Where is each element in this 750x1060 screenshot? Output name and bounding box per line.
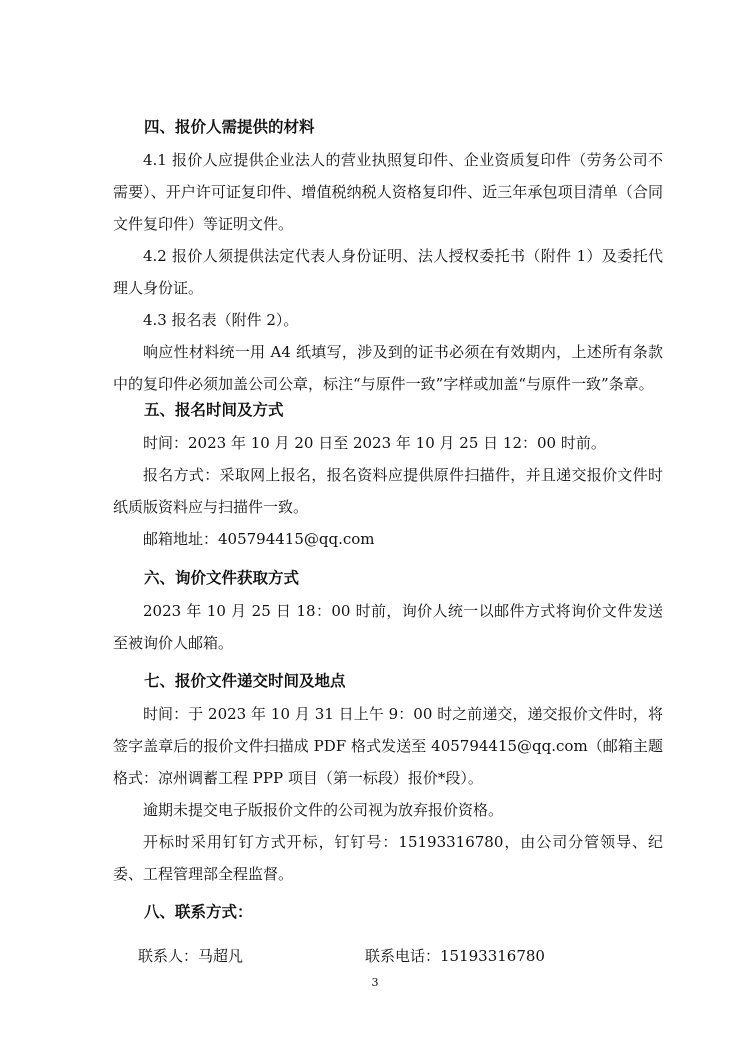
paragraph-4-3: 4.3 报名表（附件 2）。 <box>143 311 299 329</box>
paragraph-4-2: 4.2 报价人须提供法定代表人身份证明、法人授权委托书（附件 1）及委托代理人身份证。 <box>113 247 663 297</box>
paragraph-7-opening: 开标时采用钉钉方式开标，钉钉号：15193316780，由公司分管领导、纪委、工程管理部全程监督。 <box>113 833 663 883</box>
section-heading-6: 六、询价文件获取方式 <box>144 568 300 587</box>
paragraph-5-time: 时间：2023 年 10 月 20 日至 2023 年 10 月 25 日 12：00 时前。 <box>143 434 606 452</box>
paragraph-5-email: 邮箱地址：405794415@qq.com <box>143 530 375 548</box>
section-heading-4: 四、报价人需提供的材料 <box>144 117 315 136</box>
contact-phone: 联系电话：15193316780 <box>365 947 545 965</box>
contact-person: 联系人：马超凡 <box>138 947 244 965</box>
page-number: 3 <box>371 976 379 989</box>
paragraph-4-1: 4.1 报价人应提供企业法人的营业执照复印件、企业资质复印件（劳务公司不需要）、开户许可证复印件、增值税纳税人资格复印件、近三年承包项目清单（合同文件复印件）等证明文件。 <box>113 151 663 233</box>
paragraph-7-overdue: 逾期未提交电子版报价文件的公司视为放弃报价资格。 <box>143 801 504 819</box>
paragraph-7-time: 时间：于 2023 年 10 月 31 日上午 9：00 时之前递交，递交报价文件时，将签字盖章后的报价文件扫描成 PDF 格式发送至 405794415@qq.com（邮箱主题格式：凉州调蓄工程 PPP 项目（第一标段）报价*段）。 <box>113 705 663 787</box>
section-heading-8: 八、联系方式： <box>144 902 253 921</box>
section-heading-7: 七、报价文件递交时间及地点 <box>144 671 346 690</box>
paragraph-6: 2023 年 10 月 25 日 18：00 时前，询价人统一以邮件方式将询价文件发送至被询价人邮箱。 <box>113 602 663 652</box>
paragraph-5-method: 报名方式：采取网上报名，报名资料应提供原件扫描件，并且递交报价文件时纸质版资料应与扫描件一致。 <box>113 466 663 516</box>
section-heading-5: 五、报名时间及方式 <box>144 400 284 419</box>
paragraph-4-note: 响应性材料统一用 A4 纸填写，涉及到的证书必须在有效期内，上述所有条款中的复印件必须加盖公司公章，标注“与原件一致”字样或加盖“与原件一致”条章。 <box>113 343 663 393</box>
